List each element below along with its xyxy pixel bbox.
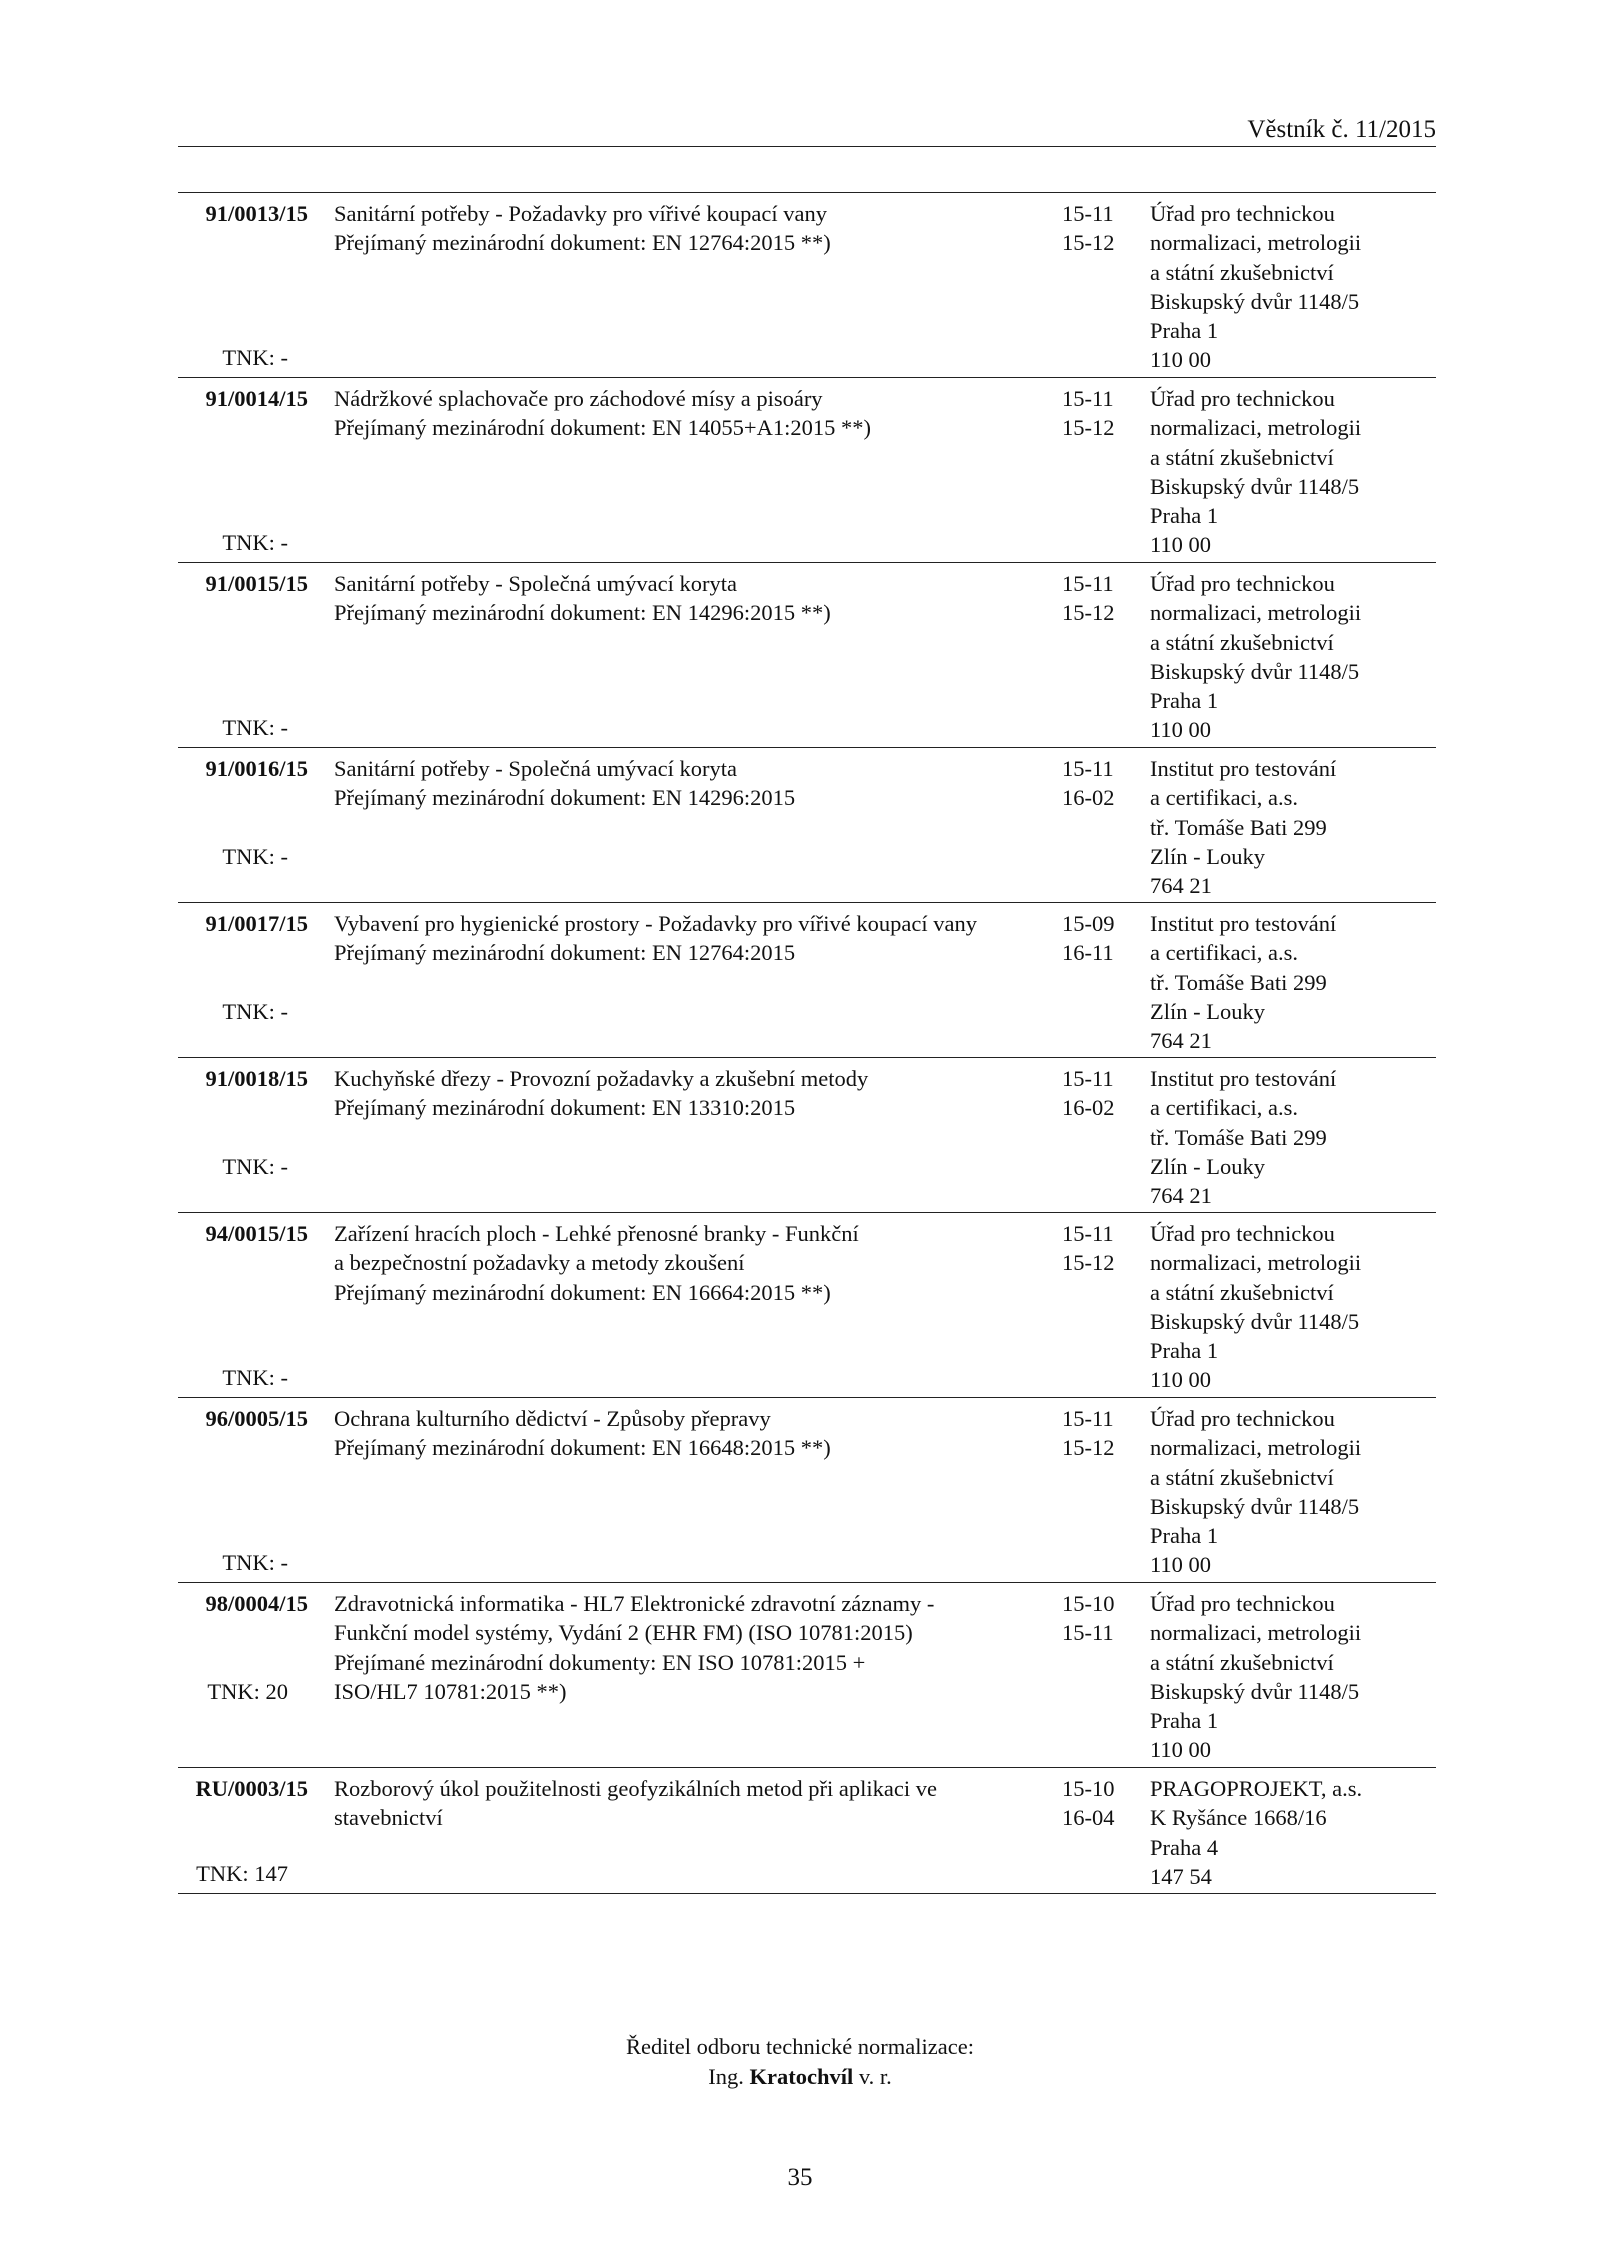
organization-line: normalizaci, metrologii — [1150, 1435, 1362, 1461]
date-line: 16-04 — [1062, 1805, 1115, 1831]
entry-organization — [1150, 1219, 1436, 1395]
organization-line: 764 21 — [1150, 1183, 1212, 1209]
date-line: 15-12 — [1062, 1435, 1115, 1461]
date-line: 15-12 — [1062, 600, 1115, 626]
organization-line: Úřad pro technickou — [1150, 571, 1335, 596]
entry-tnk: TNK: - — [222, 529, 288, 555]
description-line: Přejímaný mezinárodní dokument: EN 13310:2015 — [334, 1095, 796, 1121]
date-line: 15-11 — [1062, 571, 1114, 596]
organization-line: Biskupský dvůr 1148/5 — [1150, 1678, 1360, 1704]
description-line: Rozborový úkol použitelnosti geofyzikálních metod při aplikaci ve — [334, 1776, 937, 1801]
entry-description — [334, 1589, 1054, 1706]
description-line: Kuchyňské dřezy - Provozní požadavky a zkušební metody — [334, 1066, 869, 1091]
date-line: 15-09 — [1062, 911, 1115, 936]
organization-line: 110 00 — [1150, 717, 1212, 743]
organization-line: a státní zkušebnictví — [1150, 259, 1334, 285]
description-line: Sanitární potřeby - Požadavky pro vířivé koupací vany — [334, 201, 827, 226]
entry-description — [334, 909, 1054, 968]
organization-line: normalizaci, metrologii — [1150, 415, 1362, 441]
entry-id: 91/0013/15 — [205, 201, 308, 226]
entry-tnk: TNK: - — [222, 1364, 288, 1390]
organization-line: Zlín - Louky — [1150, 998, 1265, 1024]
date-line: 15-10 — [1062, 1776, 1115, 1801]
entry-dates — [1062, 1589, 1142, 1648]
organization-line: 110 00 — [1150, 532, 1212, 558]
entry-description — [334, 1219, 1054, 1307]
organization-line: normalizaci, metrologii — [1150, 230, 1362, 256]
organization-line: Institut pro testování — [1150, 1066, 1337, 1091]
entry-organization — [1150, 909, 1436, 1055]
organization-line: 147 54 — [1150, 1863, 1212, 1889]
entry-organization — [1150, 199, 1436, 375]
entry-description — [334, 199, 1054, 258]
date-line: 15-10 — [1062, 1591, 1115, 1616]
entry-id: 96/0005/15 — [205, 1406, 308, 1431]
entry-dates — [1062, 569, 1142, 628]
organization-line: Praha 4 — [1150, 1834, 1219, 1860]
entry-organization — [1150, 1589, 1436, 1765]
entry-tnk: TNK: - — [222, 998, 288, 1024]
date-line: 16-02 — [1062, 1095, 1115, 1121]
organization-line: a státní zkušebnictví — [1150, 444, 1334, 470]
organization-line: 110 00 — [1150, 1737, 1212, 1763]
description-line: Přejímaný mezinárodní dokument: EN 16648:2015 **) — [334, 1435, 831, 1461]
organization-line: Institut pro testování — [1150, 756, 1337, 781]
date-line: 15-11 — [1062, 1066, 1114, 1091]
entry-row — [178, 1583, 1436, 1768]
entry-tnk: TNK: 20 — [207, 1678, 288, 1704]
entry-id: 91/0015/15 — [205, 571, 308, 596]
page-number: 35 — [787, 2164, 813, 2191]
organization-line: 764 21 — [1150, 1028, 1212, 1054]
organization-line: Biskupský dvůr 1148/5 — [1150, 658, 1360, 684]
organization-line: tř. Tomáše Bati 299 — [1150, 969, 1327, 995]
description-line: Zařízení hracích ploch - Lehké přenosné branky - Funkční — [334, 1221, 859, 1246]
organization-line: K Ryšánce 1668/16 — [1150, 1805, 1327, 1831]
organization-line: Úřad pro technickou — [1150, 386, 1335, 411]
organization-line: 764 21 — [1150, 873, 1212, 899]
entry-row — [178, 903, 1436, 1058]
date-line: 15-12 — [1062, 415, 1115, 441]
organization-line: Praha 1 — [1150, 318, 1219, 344]
entry-tnk: TNK: - — [222, 344, 288, 370]
entry-tnk: TNK: - — [222, 843, 288, 869]
organization-line: Biskupský dvůr 1148/5 — [1150, 1493, 1360, 1519]
organization-line: Biskupský dvůr 1148/5 — [1150, 473, 1360, 499]
entry-description — [334, 1774, 1054, 1833]
entry-dates — [1062, 199, 1142, 258]
organization-line: normalizaci, metrologii — [1150, 1620, 1362, 1646]
entry-row — [178, 563, 1436, 748]
organization-line: Zlín - Louky — [1150, 1153, 1265, 1179]
description-line: Ochrana kulturního dědictví - Způsoby přepravy — [334, 1406, 771, 1431]
entry-id: 98/0004/15 — [205, 1591, 308, 1616]
entry-id: 91/0018/15 — [205, 1066, 308, 1091]
organization-line: Praha 1 — [1150, 688, 1219, 714]
signature-title: Ředitel odboru technické normalizace: — [626, 2034, 974, 2059]
entry-tnk: TNK: 147 — [196, 1860, 288, 1886]
page-header — [178, 108, 1436, 147]
organization-line: PRAGOPROJEKT, a.s. — [1150, 1776, 1363, 1801]
entry-description — [334, 1404, 1054, 1463]
entry-organization — [1150, 1774, 1436, 1891]
organization-line: a státní zkušebnictví — [1150, 1279, 1334, 1305]
description-line: stavebnictví — [334, 1805, 443, 1831]
organization-line: Praha 1 — [1150, 1708, 1219, 1734]
entry-id: 94/0015/15 — [205, 1221, 308, 1246]
date-line: 15-11 — [1062, 1406, 1114, 1431]
entry-tnk: TNK: - — [222, 714, 288, 740]
entry-row — [178, 1058, 1436, 1213]
entry-tnk: TNK: - — [222, 1549, 288, 1575]
signature-name-line — [0, 2062, 1600, 2092]
description-line: Přejímaný mezinárodní dokument: EN 14296:2015 **) — [334, 600, 831, 626]
description-line: Sanitární potřeby - Společná umývací koryta — [334, 756, 738, 781]
organization-line: tř. Tomáše Bati 299 — [1150, 1124, 1327, 1150]
entry-dates — [1062, 1219, 1142, 1278]
entry-organization — [1150, 1064, 1436, 1210]
description-line: Přejímaný mezinárodní dokument: EN 12764:2015 — [334, 940, 796, 966]
organization-line: Úřad pro technickou — [1150, 201, 1335, 226]
entry-description — [334, 384, 1054, 443]
date-line: 15-11 — [1062, 201, 1114, 226]
entry-description — [334, 569, 1054, 628]
entry-row — [178, 1398, 1436, 1583]
organization-line: Zlín - Louky — [1150, 843, 1265, 869]
organization-line: a státní zkušebnictví — [1150, 1649, 1334, 1675]
entry-dates — [1062, 1404, 1142, 1463]
description-line: Přejímaný mezinárodní dokument: EN 16664:2015 **) — [334, 1279, 831, 1305]
organization-line: Praha 1 — [1150, 1523, 1219, 1549]
description-line: Přejímané mezinárodní dokumenty: EN ISO 10781:2015 + — [334, 1649, 866, 1675]
organization-line: Úřad pro technickou — [1150, 1591, 1335, 1616]
entry-dates — [1062, 1064, 1142, 1123]
date-line: 15-12 — [1062, 230, 1115, 256]
entry-id: RU/0003/15 — [195, 1776, 308, 1801]
description-line: ISO/HL7 10781:2015 **) — [334, 1678, 567, 1704]
description-line: a bezpečnostní požadavky a metody zkoušení — [334, 1250, 745, 1276]
signature-suffix: v. r. — [858, 2064, 892, 2089]
entry-row — [178, 378, 1436, 563]
entry-id: 91/0016/15 — [205, 756, 308, 781]
description-line: Nádržkové splachovače pro záchodové mísy a pisoáry — [334, 386, 823, 411]
entry-row — [178, 1768, 1436, 1894]
entry-id: 91/0014/15 — [205, 386, 308, 411]
entry-description — [334, 754, 1054, 813]
description-line: Funkční model systémy, Vydání 2 (EHR FM) (ISO 10781:2015) — [334, 1620, 913, 1646]
date-line: 15-11 — [1062, 386, 1114, 411]
entry-organization — [1150, 754, 1436, 900]
date-line: 16-11 — [1062, 940, 1114, 966]
organization-line: a certifikaci, a.s. — [1150, 940, 1299, 966]
description-line: Zdravotnická informatika - HL7 Elektronické zdravotní záznamy - — [334, 1591, 935, 1616]
organization-line: a certifikaci, a.s. — [1150, 785, 1299, 811]
description-line: Přejímaný mezinárodní dokument: EN 12764:2015 **) — [334, 230, 831, 256]
description-line: Přejímaný mezinárodní dokument: EN 14296:2015 — [334, 785, 796, 811]
organization-line: 110 00 — [1150, 1367, 1212, 1393]
organization-line: normalizaci, metrologii — [1150, 1250, 1362, 1276]
organization-line: 110 00 — [1150, 347, 1212, 373]
bulletin-issue: Věstník č. 11/2015 — [1247, 116, 1436, 143]
organization-line: Úřad pro technickou — [1150, 1406, 1335, 1431]
entry-dates — [1062, 1774, 1142, 1833]
description-line: Vybavení pro hygienické prostory - Požadavky pro vířivé koupací vany — [334, 911, 977, 936]
entries-table — [178, 192, 1436, 1894]
entry-row — [178, 1213, 1436, 1398]
organization-line: Biskupský dvůr 1148/5 — [1150, 288, 1360, 314]
entry-organization — [1150, 1404, 1436, 1580]
description-line: Sanitární potřeby - Společná umývací koryta — [334, 571, 738, 596]
entry-row — [178, 748, 1436, 903]
entry-row — [178, 193, 1436, 378]
organization-line: a certifikaci, a.s. — [1150, 1095, 1299, 1121]
entry-dates — [1062, 909, 1142, 968]
date-line: 15-11 — [1062, 1620, 1114, 1646]
signature-name: Kratochvíl — [749, 2064, 854, 2089]
entry-id: 91/0017/15 — [205, 911, 308, 936]
organization-line: Biskupský dvůr 1148/5 — [1150, 1308, 1360, 1334]
entry-description — [334, 1064, 1054, 1123]
entry-organization — [1150, 384, 1436, 560]
organization-line: normalizaci, metrologii — [1150, 600, 1362, 626]
date-line: 15-11 — [1062, 756, 1114, 781]
entry-dates — [1062, 384, 1142, 443]
date-line: 15-11 — [1062, 1221, 1114, 1246]
organization-line: Úřad pro technickou — [1150, 1221, 1335, 1246]
date-line: 16-02 — [1062, 785, 1115, 811]
organization-line: a státní zkušebnictví — [1150, 629, 1334, 655]
signature-prefix: Ing. — [708, 2064, 744, 2089]
entry-dates — [1062, 754, 1142, 813]
description-line: Přejímaný mezinárodní dokument: EN 14055+A1:2015 **) — [334, 415, 871, 441]
entry-tnk: TNK: - — [222, 1153, 288, 1179]
organization-line: Institut pro testování — [1150, 911, 1337, 936]
organization-line: Praha 1 — [1150, 503, 1219, 529]
entry-organization — [1150, 569, 1436, 745]
organization-line: a státní zkušebnictví — [1150, 1464, 1334, 1490]
organization-line: tř. Tomáše Bati 299 — [1150, 814, 1327, 840]
date-line: 15-12 — [1062, 1250, 1115, 1276]
organization-line: Praha 1 — [1150, 1338, 1219, 1364]
organization-line: 110 00 — [1150, 1552, 1212, 1578]
signature-block — [0, 2032, 1600, 2092]
